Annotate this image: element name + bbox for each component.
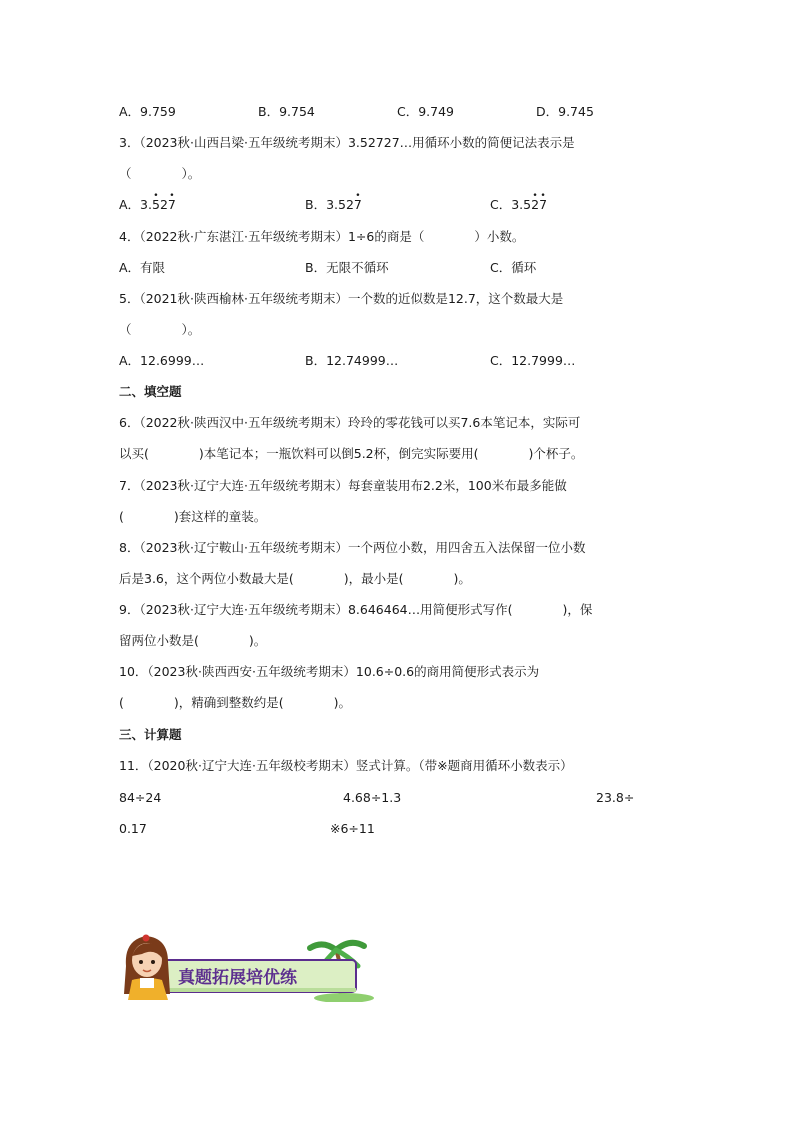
q8-stem: 8．（2023秋·辽宁鞍山·五年级统考期末）一个两位小数，用四舍五入法保留一位小数	[119, 540, 586, 555]
q11-item-3: 23.8÷	[596, 790, 635, 805]
q6-stem-cont: 以买( )本笔记本；一瓶饮料可以倒5.2杯，倒完实际要用( )个杯子。	[119, 446, 584, 461]
q6-stem: 6．（2022秋·陕西汉中·五年级统考期末）玲玲的零花钱可以买7.6本笔记本，实际可	[119, 415, 581, 430]
q2-option-d[interactable]: D．9.745	[536, 104, 594, 119]
q10-stem-cont: ( )，精确到整数约是( )。	[119, 695, 352, 710]
q5-blank: （ ）。	[119, 322, 201, 337]
q11-item-3-cont: 0.17	[119, 821, 147, 836]
q9-stem-cont: 留两位小数是( )。	[119, 633, 267, 648]
q4-option-b[interactable]: B．无限不循环	[305, 260, 389, 275]
section-fill-in-heading: 二、填空题	[119, 384, 182, 399]
q2-option-a[interactable]: A．9.759	[119, 104, 176, 119]
q2-option-c[interactable]: C．9.749	[397, 104, 455, 119]
q11-item-4: ※6÷11	[330, 821, 375, 836]
q3-option-a[interactable]: A．3.• 52• 7	[119, 195, 176, 215]
q7-stem-cont: ( )套这样的童装。	[119, 509, 267, 524]
banner-illustration	[118, 932, 374, 1002]
section-calc-heading: 三、计算题	[119, 727, 182, 742]
q8-stem-cont: 后是3.6，这个两位小数最大是( )，最小是( )。	[119, 571, 471, 586]
q10-stem: 10．（2023秋·陕西西安·五年级统考期末）10.6÷0.6的商用简便形式表示为	[119, 664, 540, 679]
q3-option-b[interactable]: B．3.52• 7	[305, 195, 362, 215]
q3-option-c[interactable]: C．3.5• 2• 7	[490, 195, 547, 215]
q11-item-2: 4.68÷1.3	[343, 790, 402, 805]
q5-option-c[interactable]: C．12.7999…	[490, 353, 576, 368]
q5-option-b[interactable]: B．12.74999…	[305, 353, 399, 368]
q7-stem: 7．（2023秋·辽宁大连·五年级统考期末）每套童装用布2.2米，100米布最多能做	[119, 478, 567, 493]
q3-stem: 3．（2023秋·山西吕梁·五年级统考期末）3.52727…用循环小数的简便记法表示是	[119, 135, 575, 150]
q11-item-1: 84÷24	[119, 790, 162, 805]
q4-stem: 4．（2022秋·广东湛江·五年级统考期末）1÷6的商是（ ）小数。	[119, 229, 525, 244]
q5-stem: 5．（2021秋·陕西榆林·五年级统考期末）一个数的近似数是12.7，这个数最大是	[119, 291, 564, 306]
girl-avatar-icon	[124, 935, 170, 1001]
section-banner	[118, 932, 374, 1002]
q9-stem: 9．（2023秋·辽宁大连·五年级统考期末）8.646464…用简便形式写作( )，保	[119, 602, 593, 617]
q4-option-c[interactable]: C．循环	[490, 260, 537, 275]
q3-blank: （ ）。	[119, 166, 201, 181]
q5-option-a[interactable]: A．12.6999…	[119, 353, 205, 368]
banner-label: 真题拓展培优练	[178, 968, 297, 988]
q4-option-a[interactable]: A．有限	[119, 260, 166, 275]
q2-option-b[interactable]: B．9.754	[258, 104, 315, 119]
q11-stem: 11．（2020秋·辽宁大连·五年级校考期末）竖式计算。（带※题商用循环小数表示）	[119, 758, 573, 773]
